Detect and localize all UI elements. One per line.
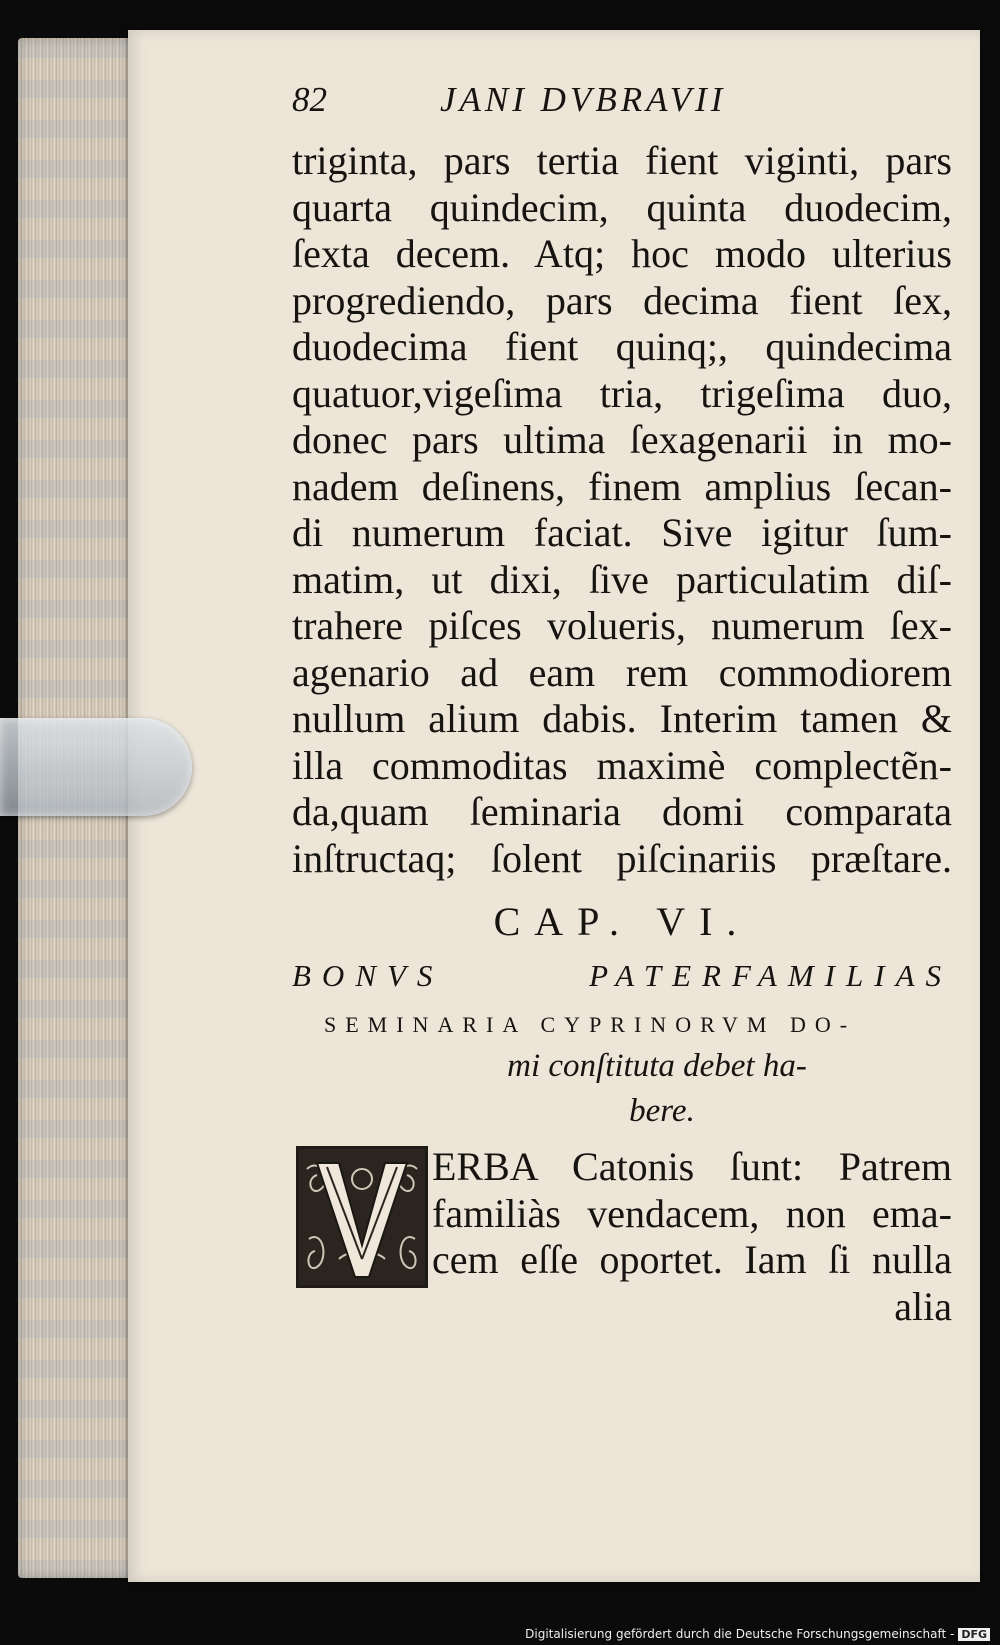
text-line: nadem deſinens, finem amplius ſecan- bbox=[292, 463, 952, 509]
chapter-label: CAP. VI. bbox=[493, 899, 751, 944]
text-line: illa commoditas maximè complectẽn- bbox=[292, 742, 952, 788]
chapter-heading-line: bere. bbox=[629, 1093, 695, 1129]
decorated-initial-v bbox=[296, 1146, 428, 1288]
opening-paragraph bbox=[292, 1144, 952, 1330]
digitization-credit bbox=[525, 1627, 990, 1641]
chapter-heading-line: SEMINARIA CYPRINORVM DO- bbox=[324, 1012, 857, 1037]
catchword: alia bbox=[894, 1283, 952, 1329]
text-line: cem eſſe oportet. Iam ſi nulla bbox=[432, 1237, 952, 1282]
text-line: trahere piſces volueris, numerum ſex- bbox=[292, 603, 952, 648]
text-line: agenario ad eam rem commodiorem bbox=[292, 649, 952, 695]
chapter-heading-line: BONVS PATERFAMILIAS bbox=[292, 958, 952, 993]
text-line: donec pars ultima ſexagenarii in mo- bbox=[292, 417, 952, 462]
text-line: da,quam ſeminaria domi comparata bbox=[292, 789, 952, 834]
page-text bbox=[292, 80, 952, 1330]
body-text bbox=[292, 138, 952, 882]
text-line: nullum alium dabis. Interim tamen & bbox=[292, 696, 952, 741]
page-number: 82 bbox=[292, 80, 327, 119]
text-line: familiàs vendacem, non ema- bbox=[432, 1190, 952, 1236]
text-line: ERBA Catonis ſunt: Patrem bbox=[432, 1144, 952, 1189]
chapter-heading-line: mi conſtituta debet ha- bbox=[507, 1048, 807, 1084]
text-line: triginta, pars tertia fient viginti, pars bbox=[292, 138, 952, 183]
text-line: di numerum faciat. Sive igitur ſum- bbox=[292, 510, 952, 555]
text-line: ſexta decem. Atq; hoc modo ulterius bbox=[292, 231, 952, 276]
credit-text: Digitalisierung gefördert durch die Deutsche Forschungsgemeinschaft - bbox=[525, 1627, 955, 1641]
text-line: duodecima fient quinq;, quindecima bbox=[292, 324, 952, 369]
text-line: quatuor,vigeſima tria, trigeſima duo, bbox=[292, 370, 952, 416]
text-line: quarta quindecim, quinta duodecim, bbox=[292, 184, 952, 230]
dfg-logo: DFG bbox=[958, 1628, 990, 1641]
running-header bbox=[292, 80, 952, 138]
page-clip bbox=[0, 718, 192, 816]
text-line: inſtructaq; ſolent piſcinariis præſtare. bbox=[292, 835, 952, 881]
text-line: matim, ut dixi, ſive particulatim diſ- bbox=[292, 556, 952, 602]
running-title: JANI DVBRAVII bbox=[440, 80, 727, 119]
text-line: progrediendo, pars decima fient ſex, bbox=[292, 277, 952, 323]
